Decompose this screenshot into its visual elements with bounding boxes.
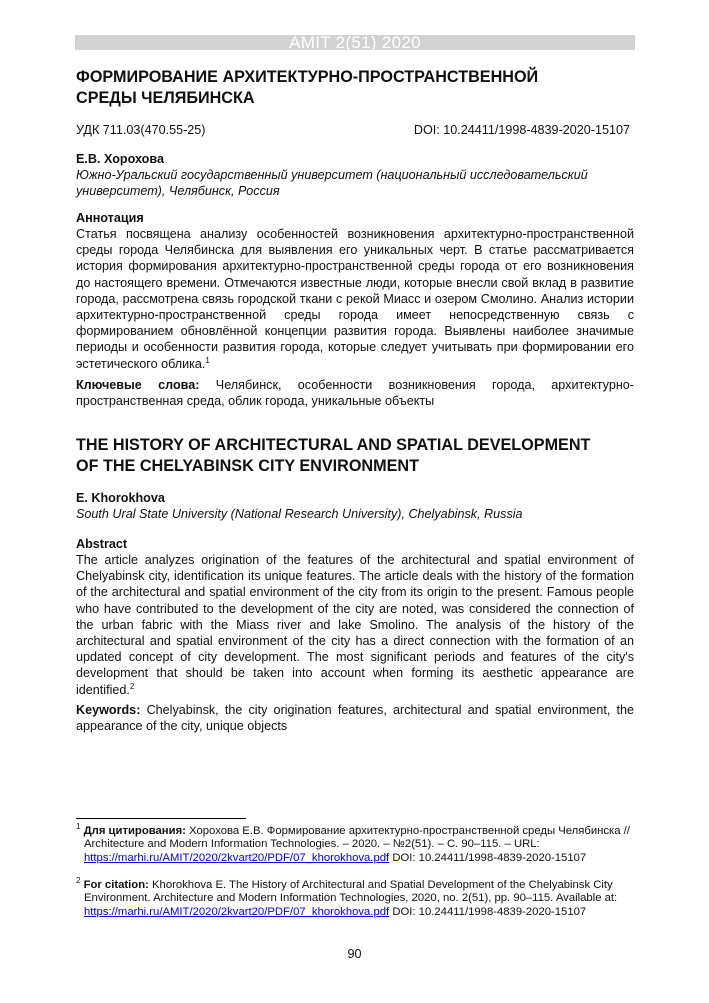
footnote-1-number: 1 — [76, 822, 81, 832]
en-abstract-heading: Abstract — [76, 537, 128, 551]
ru-author: Е.В. Хорохова — [76, 152, 164, 166]
en-abstract-text — [76, 552, 634, 698]
journal-header-text: AMIT 2(51) 2020 — [289, 35, 421, 50]
ru-author-block — [76, 151, 634, 199]
udk-code: УДК 711.03(470.55-25) — [76, 123, 206, 137]
ru-keywords-label: Ключевые слова: — [76, 378, 200, 392]
ru-keywords — [76, 377, 634, 409]
udk-doi-row — [76, 122, 634, 138]
en-footnote-ref[interactable]: 2 — [129, 681, 135, 691]
doi-code: DOI: 10.24411/1998-4839-2020-15107 — [413, 123, 630, 137]
journal-header-bar — [75, 35, 635, 50]
en-title-line1: THE HISTORY OF ARCHITECTURAL AND SPATIAL DEVELOPMENT — [76, 436, 591, 454]
footnote-2-text: Khorokhova E. The History of Architectural and Spatial Development of the Chelyabinsk City Environment. Architecture and Modern Information Technologies, 2020, no. 2(51), pp. 90–115. Available at: — [84, 879, 618, 905]
footnote-1-link[interactable]: https://marhi.ru/AMIT/2020/2kvart20/PDF/07_khorokhova.pdf — [84, 851, 390, 864]
page-number: 90 — [347, 947, 362, 961]
footnote-2 — [76, 876, 642, 919]
footnote-1-text: Хорохова Е.В. Формирование архитектурно-пространственной среды Челябинска // Architecture and Modern Information Technologies. – 2020. – №2(51). – С. 90–115. – URL: — [84, 825, 630, 851]
en-author: E. Khorokhova — [76, 491, 165, 505]
en-keywords — [76, 702, 634, 734]
ru-title-line1: ФОРМИРОВАНИЕ АРХИТЕКТУРНО-ПРОСТРАНСТВЕННОЙ — [76, 68, 539, 86]
en-keywords-label: Keywords: — [76, 703, 141, 717]
ru-keywords-text: Челябинск, особенности возникновения города, архитектурно-пространственная среда, облик города, уникальные объекты — [76, 378, 634, 409]
footnote-2-link[interactable]: https://marhi.ru/AMIT/2020/2kvart20/PDF/07_khorokhova.pdf — [84, 905, 390, 918]
ru-abstract-body: Статья посвящена анализу особенностей возникновения архитектурно-пространственной среды города Челябинска для выявления его уникальных черт. В статье рассматривается история формирования архитектурно-пространственной среды города от его возникновения до настоящего времени. Отмечаются известные люди, которые внесли свой вклад в развитие города, рассмотрена связь городской ткани с рекой Миасс и озером Смолино. Анализ истории архитектурно-пространственной среды города имеет непосредственную связь с формированием обновлённой концепции развития города. Выявлены наиболее значимые периоды и особенности развития города, которые следует учитывать при формировании его эстетического облика. — [76, 227, 634, 371]
footnote-2-doi: DOI: 10.24411/1998-4839-2020-15107 — [392, 905, 587, 918]
footnote-1-doi: DOI: 10.24411/1998-4839-2020-15107 — [392, 851, 587, 864]
en-keywords-text: Chelyabinsk, the city origination features, architectural and spatial environment, the appearance of the city, unique objects — [76, 703, 634, 734]
ru-abstract-heading: Аннотация — [76, 211, 144, 225]
en-author-block — [76, 490, 634, 522]
footnote-divider — [76, 818, 246, 819]
ru-abstract — [76, 210, 634, 372]
footnote-1-label: Для цитирования: — [83, 825, 186, 837]
footnote-2-number: 2 — [76, 876, 81, 886]
en-abstract-body: The article analyzes origination of the features of the architectural and spatial environment of Chelyabinsk city, identification its unique features. The article deals with the history of the formation of the architectural and spatial environment of the city from its origin to the present. Famous people who have contributed to the development of the city are noted, was considered the connection of the urban fabric with the Miass river and lake Smolino. The analysis of the history of the architectural and spatial environment of the city has a direct connection with the formation of an updated concept of city development. The most significant periods and features of the city's development that should be taken into account when forming its aesthetic appearance are identified. — [76, 553, 634, 697]
ru-footnote-ref[interactable]: 1 — [205, 355, 210, 365]
ru-abstract-text — [76, 226, 634, 372]
en-abstract — [76, 536, 634, 698]
ru-affiliation: Южно-Уральский государственный университет (национальный исследовательский университет), Челябинск, Россия — [76, 168, 588, 198]
ru-title — [76, 67, 634, 109]
footnote-2-label: For citation: — [83, 879, 149, 891]
ru-title-line2: СРЕДЫ ЧЕЛЯБИНСКА — [76, 89, 255, 107]
footnote-1 — [76, 822, 642, 865]
en-title — [76, 435, 634, 477]
en-affiliation: South Ural State University (National Research University), Chelyabinsk, Russia — [76, 507, 523, 521]
en-title-line2: OF THE CHELYABINSK CITY ENVIRONMENT — [76, 457, 419, 475]
